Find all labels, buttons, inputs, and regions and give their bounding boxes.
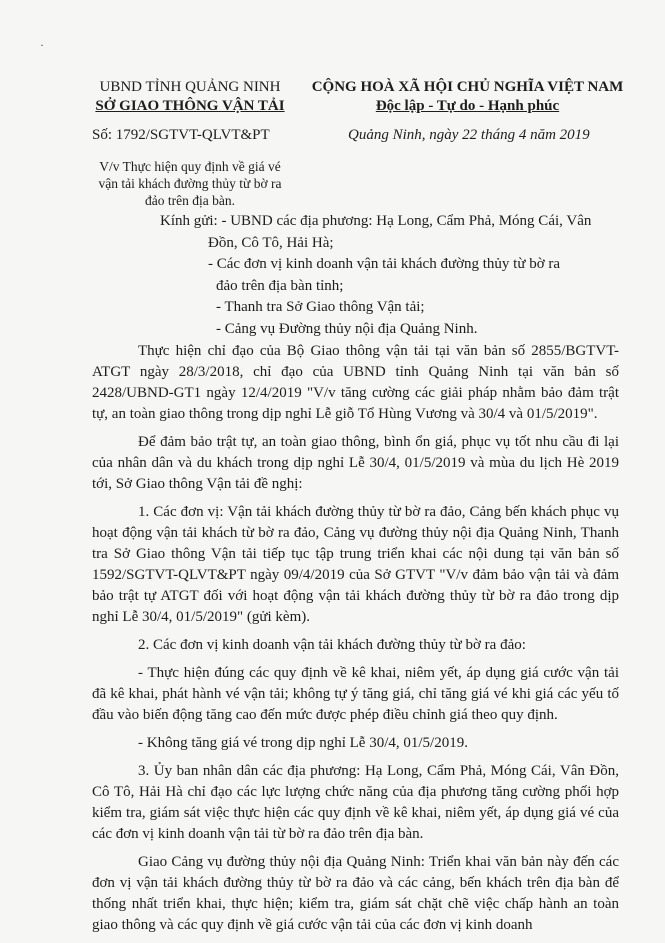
document-body xyxy=(92,341,619,943)
body-paragraph: 1. Các đơn vị: Vận tải khách đường thủy từ bờ ra đảo, Cảng bến khách phục vụ hoạt động vận tải khách từ bờ ra đảo, Cảng vụ đường thủy nội địa Quảng Ninh, Thanh tra Sở Giao thông Vận tải tiếp tục tập trung triển khai các nội dung tại văn bản số 1592/SGTVT-QLVT&PT ngày 09/4/2019 của Sở GTVT "V/v đảm bảo vận tải và đảm bảo trật tự ATGT đối với hoạt động vận tải khách đường thủy từ bờ ra đảo trong dịp nghỉ Lễ 30/4, 01/5/2019" (gửi kèm). xyxy=(92,504,619,625)
agency-name: SỞ GIAO THÔNG VẬN TẢI xyxy=(95,98,285,114)
recipient-line: - Cảng vụ Đường thủy nội địa Quảng Ninh. xyxy=(216,320,478,337)
document-number: Số: 1792/SGTVT-QLVT&PT xyxy=(92,127,270,143)
issue-date: Quảng Ninh, ngày 22 tháng 4 năm 2019 xyxy=(348,127,590,143)
national-motto: Độc lập - Tự do - Hạnh phúc xyxy=(375,98,560,114)
recipient-line: đảo trên địa bàn tỉnh; xyxy=(216,277,344,294)
subject-block xyxy=(85,158,295,209)
body-paragraph: 2. Các đơn vị kinh doanh vận tải khách đường thủy từ bờ ra đảo: xyxy=(138,637,526,653)
recipient-line: - Các đơn vị kinh doanh vận tải khách đường thủy từ bờ ra xyxy=(208,256,561,272)
subject-line: đảo trên địa bàn. xyxy=(145,193,235,208)
national-header xyxy=(300,78,635,116)
issuer-block xyxy=(85,78,295,116)
body-paragraph: 3. Ủy ban nhân dân các địa phương: Hạ Long, Cẩm Phả, Móng Cái, Vân Đồn, Cô Tô, Hải Hà chỉ đạo các lực lượng chức năng của địa phương tăng cường phối hợp kiểm tra, giám sát việc thực hiện các quy định về kê khai, niêm yết, áp dụng giá vé của các đơn vị kinh doanh vận tải từ bờ ra đảo trên địa bàn. xyxy=(92,763,619,842)
recipient-line: - Thanh tra Sở Giao thông Vận tải; xyxy=(216,299,425,315)
recipients-block xyxy=(160,211,620,340)
body-paragraph: - Thực hiện đúng các quy định về kê khai, niêm yết, áp dụng giá cước vận tải đã kê khai, phát hành vé vận tải; không tự ý tăng giá, chỉ tăng giá vé khi giá các yếu tố đầu vào biến động tăng cao đến mức được phép điều chỉnh giá theo quy định. xyxy=(92,665,619,723)
scan-speck: · xyxy=(40,38,44,52)
subject-line: V/v Thực hiện quy định về giá vé xyxy=(99,159,281,174)
recipient-line: Kính gửi: - UBND các địa phương: Hạ Long, Cẩm Phả, Móng Cái, Vân xyxy=(160,213,592,229)
province-name: UBND TỈNH QUẢNG NINH xyxy=(99,79,281,95)
recipient-line: Đồn, Cô Tô, Hải Hà; xyxy=(208,234,334,251)
republic-name: CỘNG HOÀ XÃ HỘI CHỦ NGHĨA VIỆT NAM xyxy=(311,79,624,95)
body-paragraph: Để đảm bảo trật tự, an toàn giao thông, bình ổn giá, phục vụ tốt nhu cầu đi lại của nhân dân và du khách trong dịp nghỉ Lễ 30/4, 01/5/2019 và mùa du lịch Hè 2019 tới, Sở Giao thông Vận tải đề nghị: xyxy=(92,434,619,492)
body-paragraph: Giao Cảng vụ đường thủy nội địa Quảng Ninh: Triển khai văn bản này đến các đơn vị vận tải khách đường thủy từ bờ ra đảo và các cảng, bến khách trên địa bàn để thống nhất triển khai, thực hiện; kiểm tra, giám sát chặt chẽ việc chấp hành an toàn giao thông và các quy định về giá cước vận tải của các đơn vị kinh doanh xyxy=(92,854,619,933)
body-paragraph: Thực hiện chỉ đạo của Bộ Giao thông vận tải tại văn bản số 2855/BGTVT-ATGT ngày 28/3/2018, chỉ đạo của UBND tỉnh Quảng Ninh tại văn bản số 2428/UBND-GT1 ngày 12/4/2019 "V/v tăng cường các giải pháp nhằm bảo đảm trật tự, an toàn giao thông trong dịp nghỉ Lễ giỗ Tổ Hùng Vương và 30/4 và 01/5/2019". xyxy=(92,343,619,422)
subject-line: vận tải khách đường thủy từ bờ ra xyxy=(98,176,282,191)
body-paragraph: - Không tăng giá vé trong dịp nghỉ Lễ 30/4, 01/5/2019. xyxy=(138,735,468,751)
